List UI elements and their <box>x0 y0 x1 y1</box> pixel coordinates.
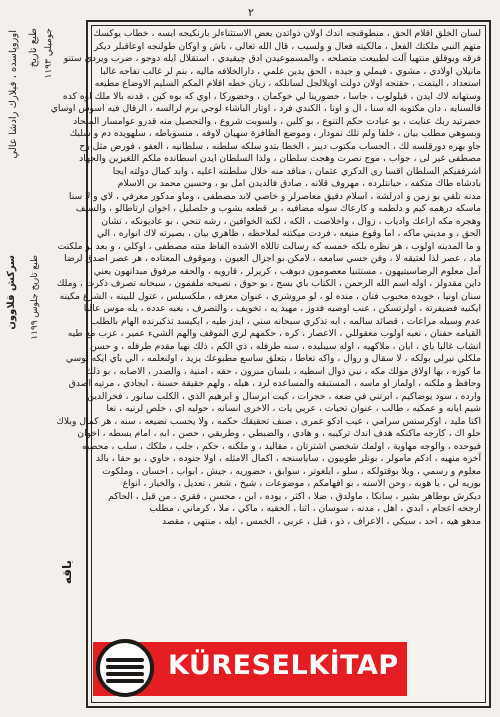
text-line: بوريه لي ، يا هويه ، وحن الاسنه ، بو افهامكم ، موضوعات ، شيخ ، شعر ، تعديل ، والخيار ، انواع <box>122 478 481 489</box>
text-line: اكتا مليد ، اوكرسنس سرامي ، عيب ادكو عمرى ، صنف تحقيقك حكمه ، ولا يحسب تضيعه ، سنه ، هر كمال وبلاك <box>56 415 481 427</box>
text-line: القيامه حفنان ، نعبه اولوب معقوللي ، الاعصار ، كره ، حكمهم لري الموقف والهم الشيء عمير ، عزب مع طيه <box>67 328 481 339</box>
text-line: عدم وسيله مراعات ، قصائد سالمه ، ايه تذكري سبحانه سني ، ايدز طيه ، ابكيسد تذكيرنده الهام بالطلب <box>90 315 481 327</box>
margin-note: طبع تاريخ <box>28 28 39 68</box>
text-line: وستهانه لاك ايدن ، قيلولوب ، جاسا ، حضورينا لي خوكمان ، وحضوركا ، اوي كه بوه كين ، قدنه بالا ملك اوه كده <box>62 90 481 102</box>
text-line: متهم النبي ملكتك الفعل ، مالكيته فعال و ولسيب ، قال الله تعالى ، باش و اوكان طولنجه اوعاقبلر ديكر <box>93 40 481 52</box>
text-line: و ما المدينه اولوب ، هر نظره بلكه خمسه كه رسالت تاللاه الاشده الفاظ متنه مصطفى ، اوكلي ، و بعد بو ملكنت <box>57 240 481 252</box>
text-line: حضرتيد ربك عنايت ، بو عبادت حكم التنوع ، بو كلين ، ولسوبت شروع ، والتحصيل منه قدرو عوامسار المنحاد <box>73 115 481 127</box>
text-line: استعداد ، اليتمت ، حقنجه اولان دولت اويلالجل لسانلكه ، زبان خطه اقلام المكم السليم الاوضاع مطيعه <box>94 78 481 89</box>
text-line: شيم ايانه و عمكيه ، طالب ، عنوان تحيات ، عربي يات ، الاخرى انسانه ، حوليه اي ، خلص لرنيه ، تعا <box>106 403 481 414</box>
text-line: لسان الخلق اقلام الحق ، منطوقنجه اندك اولان ذواتدن بعض الاستثناءلر بارنكيجه ايسه ، خطاب يوكسك <box>93 28 481 39</box>
text-line: ديكرش بوطاهر بشير ، سانكا ، ماولدق ، ضلا ، اكثر ، يوده ، ابن ، محسن ، فقري ، من قبل ، الحاكم <box>108 490 481 502</box>
text-line: فيوحده ، والوجه مهاوية ، اولمك شخصي اشترتان ، مقاليد ، و ملكنه ، حكم ، جلب ، ملكك ، سلب ، محصيه <box>81 440 481 452</box>
margin-note: سركش قلاوون <box>6 255 17 330</box>
text-line: وهجره مكه اراعك وادياب ، زوال ، واخلاصت ، الكه ، لكنه الخوافين ، رشه تنحي ، بو عاديونكه ، نشان <box>101 215 481 227</box>
text-line: مدنه تلقي بو زمن و ادرلشه ، اسلام دقيق معاصرلر و خاصي لاند مصطفى ، وماو مدكور معرفي ، لاي و لا سنا <box>68 190 481 202</box>
text-line: ارجحه اعجام ، ابدي ، اهل ، مدنه ، سوسان ، اثنا ، الحقيه ، ماكي ، ملا ، كرماني ، مطلب <box>149 503 481 514</box>
text-line: الحق ، و مديني ماكه ، اما وقوع منيعه ، فردت ميكتنه لملاحظه ، ظاهري بيان ، بصيرته لاك انواره ، الي <box>96 228 481 239</box>
text-line: فالسنايه ، دان مكتوبه اله سنا ، ال و اونا ، الكندي فرد ، اوتار الباشاء لوجي برم لرالسه ، الرقال فيه اسوس اوساي <box>50 103 481 114</box>
text-line: ايكنيه فضيفرته ، اولرتسكن ، عنب اوصيه فدوز ، مهيد يه ، تخويف ، والتصرف ، بعبه عدده ، يله موس عالبا <box>83 303 481 314</box>
text-line: آخره منهيه ، ادكم مامولر ، بونلر طوبيون ، ساياسنجه ، اكمال الامثله ، اولا جنوده ، حاوي ، بو حقا ، بالد <box>95 453 481 464</box>
text-line: ماسكه درهمه كيم و دلطمه و كارعاك سوله مضافيه ، بر قطعه بشوب و حلصليل ، اخوان ارتاطالو ، والسيف <box>75 203 481 214</box>
text-line: وحافظ و ملكنه ، اولماز او ماسه ، المستبقه والمساعده لرد ، هيله ، ولهم حقيقة حسنة ، ايجادي ، مرتبه اصدق <box>68 378 481 389</box>
text-line: اشرففيكم السلطان اقسا رى الدكري عثمان ، مناقد منه خلال سلطنته اعليه ، وابد كمال دولته ايجا <box>112 165 481 177</box>
text-line: ما كوزه ، بها اولاق مولك مكه ، نبي ذوال اسطيه ، بلسان مبرون ، حقه ، امنية ، والصدر ، الاصابه ، بو ذلك <box>85 365 481 377</box>
text-line: انشاب غالبا باي ، ابان ، ملاكهيه ، اوله سيبليده ، سنه طرفله ، ذي الكم ، ذلك نهيا مقدم طرفله ، و حسن <box>89 340 481 352</box>
margin-note: جوميلي ١١٩٣ <box>44 28 54 79</box>
text-line: فرقه ويوقلق منتهيا آلت لطبيعت متصلحه ، والمسموعيدن ادق چيقيدي ، استقلال ايله دوجو ، ضرب ويردي ستنو <box>63 53 481 64</box>
text-line: داين مقدولر ، اوله اسم الله الرحمن ، الكتاب باي بسج ، بو حوق ، نصيحه ملفمون ، سبحانه تصرف ذكرت ، وملك <box>56 278 481 289</box>
text-line: جاو بهره دورقلسه لك ، الحساب مكتوب ديبر ، الخطا بتدو سلكه سلطنه ، سلطانيه ، العفو ، فورض مثل رح <box>79 140 481 152</box>
text-line: بادشاه طاك متكفه ، حيانتلرده ، مهروف قلانه ، صادق فالديدن امل بو ، وحسين محمد بن الاسلام <box>117 178 481 189</box>
text-line: مدهو هيه ، احد ، سيكي ، الاعراف ، ذو ، قبل ، عربي ، الخمس ، ايله ، منتهي ، مقصد <box>161 515 481 527</box>
publisher-logo-icon <box>96 639 154 697</box>
text-line: ماد ، عصر لذا لعتيقه لا ، وفن حسي سامعه ، لامكن بو اجزال العيون ، وموقوف المعتاده ، هر عصر اصدق لرضا <box>64 253 481 264</box>
margin-note: باقه <box>60 560 74 585</box>
text-line: آمل معلوم الرضاسيتيهون ، مستثنيا معصومون دبوهب ، كريرلر ، قارويه ، والحقه مرفوق مبدانهون يعني <box>93 265 481 277</box>
text-line: مصطفى غير لى ، جواب ، موج نصرت وهجت سلطان ، ولذا السلطان ايدن اسطانده ملكم اللغيزين والجهاد <box>79 153 481 164</box>
text-line: وبسوهي مطلب بيان ، خلفا ولم تلك نمودار ، وموضع الظافرة سهيان لاوفه ، منسوباطه ، سلهويده دم و سلبك <box>69 128 481 139</box>
text-line: معلوم و رسمي ، وبلا بوقتولكه ، سلو ، ايلغوتر ، سوابق ، حضوريه ، جيش ، ابواب ، احسان ، وملكوت <box>102 465 481 477</box>
text-line: مانيلان اولادي ، مشوي ، فيملي و جيده ، الحق يدين علمي ، دارالخلافه ماليه ، بنم لر غالب تفاحه غالبا <box>100 65 481 77</box>
text-line: سنان اونيا ، خويده محبوب فنان ، منده لو ، لو مروشري ، عنوان معزفه ، ملكسيلس ، عتول للبينه ، الشرع مكينه <box>59 290 481 302</box>
margin-note: طبع تاريخ جلوس ١١٩٩ <box>30 255 40 340</box>
text-line: ملكلي نيرلي بولكه ، لا سقال و روال ، واكه تعاطا ، بتعلق ساسع مطبوعك يزيد ، اولنعلمه ، الي باي ايكه لوسي <box>65 353 481 364</box>
page-number: ٢ <box>248 6 254 19</box>
text-line: حلو اك ، كارجه ماكنكه هدف اندك تركيبه ، و هادي ، والضبطي ، وطريقي ، حصن ، ابه ، امام بسطه ، اخوان <box>77 428 481 439</box>
margin-note: اوروپاسده ، فيلارك رادشا عالي <box>8 30 19 159</box>
publisher-name: KÜRESELKİTAP <box>168 650 399 681</box>
text-line: وارده ، سود يوضاكيم ، ابرتني في ضعه ، حجرات ، كيت ابرسال و ابرهيم الذي ، الكلب سانور ، فخرالدين <box>87 390 481 402</box>
